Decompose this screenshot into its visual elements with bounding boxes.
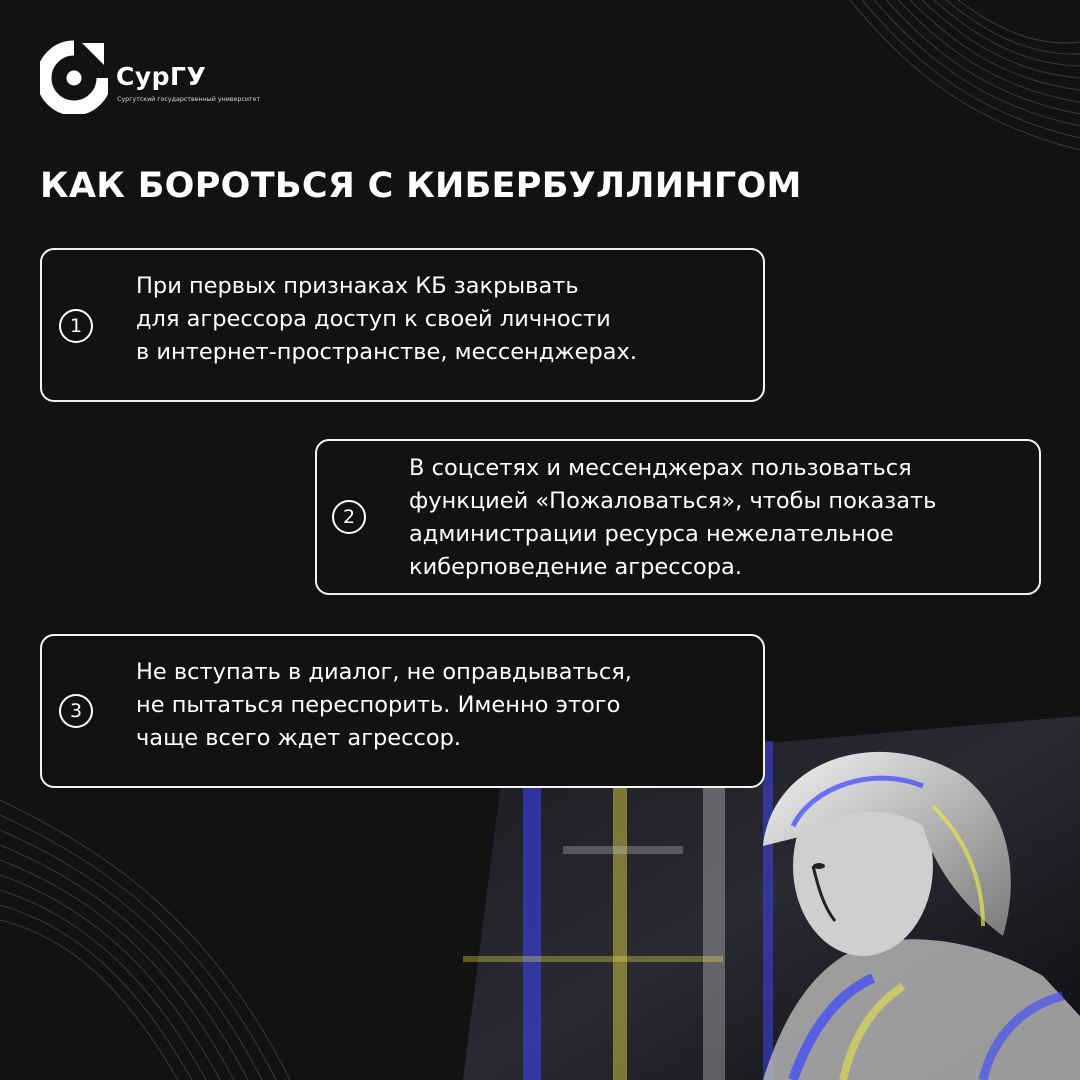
university-logo[interactable] bbox=[40, 40, 300, 130]
logo-mark-icon bbox=[40, 40, 108, 114]
tip-text: При первых признаках КБ закрывать для агрессора доступ к своей личности в интернет-пространстве, мессенджерах. bbox=[136, 273, 637, 365]
tip-card-1 bbox=[40, 248, 765, 402]
tip-card-2 bbox=[315, 439, 1041, 595]
tip-number-badge: 2 bbox=[332, 500, 366, 534]
tip-text: Не вступать в диалог, не оправдываться, не пытаться переспорить. Именно этого чаще всего ждет агрессор. bbox=[136, 659, 632, 751]
tip-number-badge: 3 bbox=[59, 694, 93, 728]
tip-number-badge: 1 bbox=[59, 309, 93, 343]
logo-name: СурГУ bbox=[116, 62, 207, 91]
logo-subtitle: Сургутский государственный университет bbox=[117, 96, 261, 103]
page-title: КАК БОРОТЬСЯ С КИБЕРБУЛЛИНГОМ bbox=[40, 166, 802, 206]
tip-card-3 bbox=[40, 634, 765, 788]
tip-text: В соцсетях и мессенджерах пользоваться функцией «Пожаловаться», чтобы показать администрации ресурса нежелательное киберповедение агрессора. bbox=[409, 455, 937, 580]
